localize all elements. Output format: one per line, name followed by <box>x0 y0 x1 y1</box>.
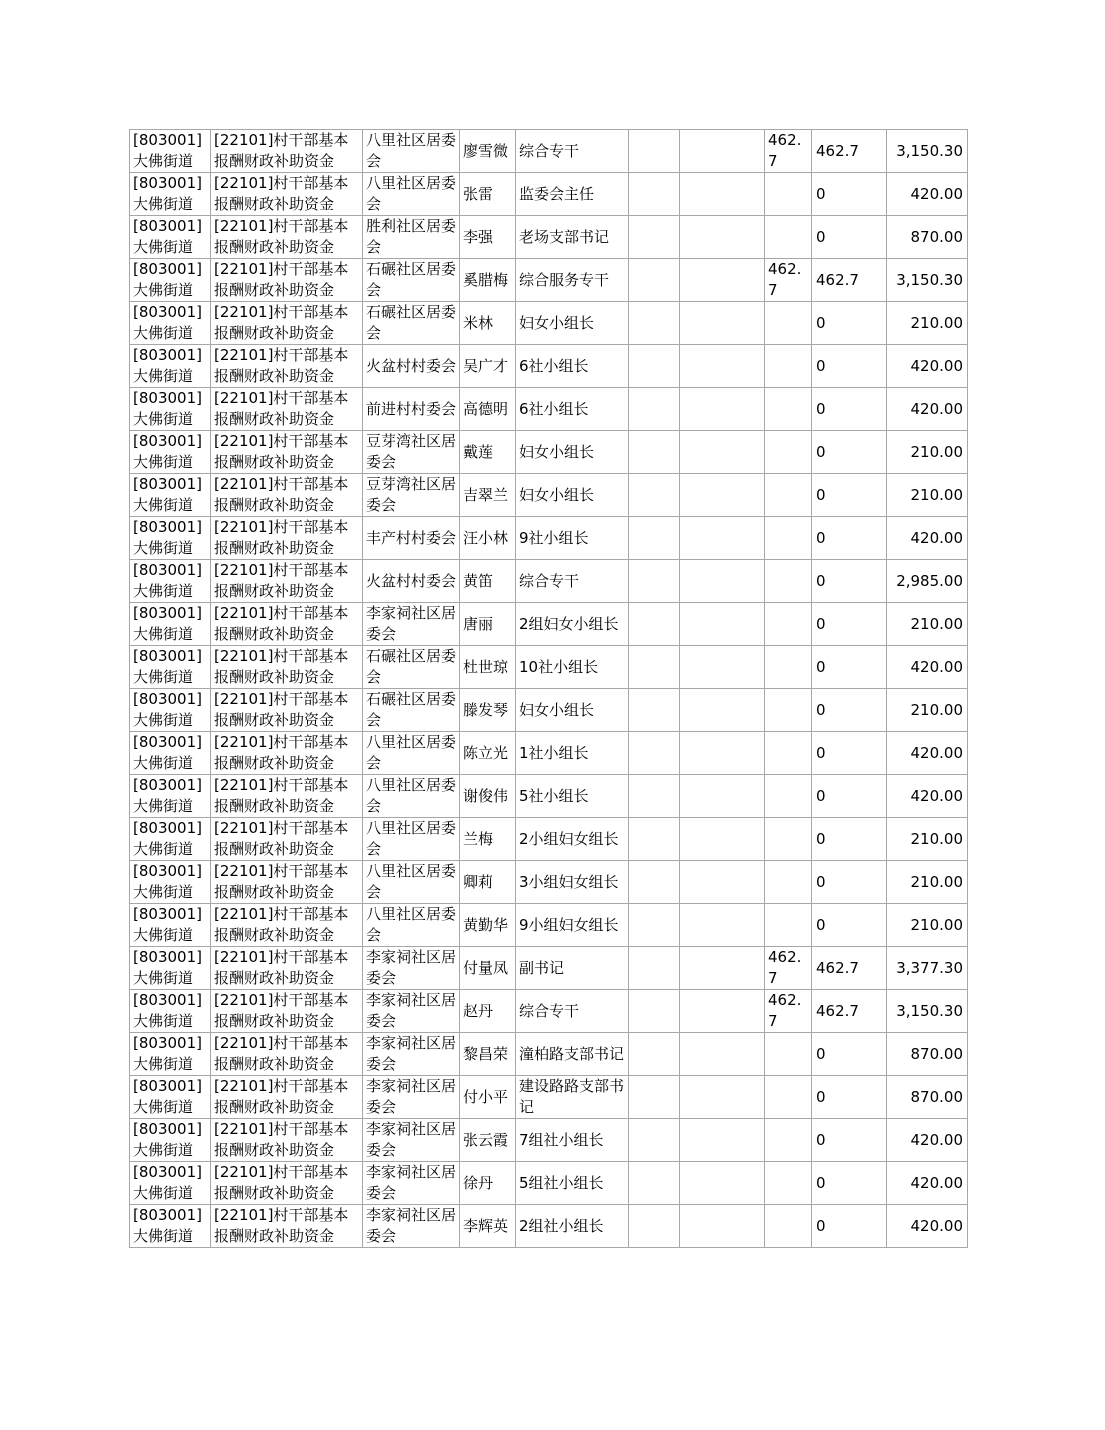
org-cell: 李家祠社区居委会 <box>363 603 460 646</box>
org-cell: 火盆村村委会 <box>363 345 460 388</box>
fund-cell: [22101]村干部基本报酬财政补助资金 <box>211 775 363 818</box>
total-amount-cell: 420.00 <box>887 388 968 431</box>
table-row <box>130 130 968 173</box>
total-amount-cell: 420.00 <box>887 173 968 216</box>
post-cell: 3小组妇女组长 <box>516 861 629 904</box>
table-row <box>130 603 968 646</box>
base-amount-cell: 462.7 <box>765 947 812 990</box>
name-cell: 吴广才 <box>460 345 516 388</box>
blank-cell <box>629 1205 680 1248</box>
total-amount-cell: 420.00 <box>887 775 968 818</box>
base-amount-cell <box>765 560 812 603</box>
unit-cell: [803001]大佛街道 <box>130 775 211 818</box>
post-cell: 副书记 <box>516 947 629 990</box>
post-cell: 2小组妇女组长 <box>516 818 629 861</box>
post-cell: 6社小组长 <box>516 388 629 431</box>
org-cell: 李家祠社区居委会 <box>363 990 460 1033</box>
blank-cell <box>680 947 765 990</box>
fund-cell: [22101]村干部基本报酬财政补助资金 <box>211 1205 363 1248</box>
unit-cell: [803001]大佛街道 <box>130 603 211 646</box>
post-cell: 妇女小组长 <box>516 474 629 517</box>
table-row <box>130 990 968 1033</box>
post-cell: 2组妇女小组长 <box>516 603 629 646</box>
unit-cell: [803001]大佛街道 <box>130 388 211 431</box>
name-cell: 唐丽 <box>460 603 516 646</box>
org-cell: 石碾社区居委会 <box>363 689 460 732</box>
actual-amount-cell: 0 <box>812 345 887 388</box>
base-amount-cell <box>765 1076 812 1119</box>
post-cell: 妇女小组长 <box>516 431 629 474</box>
actual-amount-cell: 0 <box>812 173 887 216</box>
fund-cell: [22101]村干部基本报酬财政补助资金 <box>211 431 363 474</box>
actual-amount-cell: 0 <box>812 904 887 947</box>
post-cell: 综合专干 <box>516 990 629 1033</box>
table-row <box>130 1162 968 1205</box>
post-cell: 综合专干 <box>516 560 629 603</box>
actual-amount-cell: 0 <box>812 1033 887 1076</box>
org-cell: 八里社区居委会 <box>363 173 460 216</box>
actual-amount-cell: 0 <box>812 646 887 689</box>
org-cell: 李家祠社区居委会 <box>363 1162 460 1205</box>
table-row <box>130 1119 968 1162</box>
unit-cell: [803001]大佛街道 <box>130 646 211 689</box>
blank-cell <box>680 1162 765 1205</box>
table-row <box>130 947 968 990</box>
table-row <box>130 904 968 947</box>
base-amount-cell <box>765 216 812 259</box>
blank-cell <box>629 1076 680 1119</box>
base-amount-cell <box>765 904 812 947</box>
fund-cell: [22101]村干部基本报酬财政补助资金 <box>211 388 363 431</box>
blank-cell <box>680 388 765 431</box>
table-row <box>130 560 968 603</box>
fund-cell: [22101]村干部基本报酬财政补助资金 <box>211 474 363 517</box>
org-cell: 八里社区居委会 <box>363 130 460 173</box>
blank-cell <box>629 474 680 517</box>
blank-cell <box>680 130 765 173</box>
blank-cell <box>680 560 765 603</box>
base-amount-cell <box>765 1205 812 1248</box>
base-amount-cell: 462.7 <box>765 990 812 1033</box>
post-cell: 综合专干 <box>516 130 629 173</box>
blank-cell <box>680 345 765 388</box>
unit-cell: [803001]大佛街道 <box>130 259 211 302</box>
fund-cell: [22101]村干部基本报酬财政补助资金 <box>211 646 363 689</box>
total-amount-cell: 3,377.30 <box>887 947 968 990</box>
fund-cell: [22101]村干部基本报酬财政补助资金 <box>211 1076 363 1119</box>
org-cell: 前进村村委会 <box>363 388 460 431</box>
unit-cell: [803001]大佛街道 <box>130 904 211 947</box>
post-cell: 潼柏路支部书记 <box>516 1033 629 1076</box>
base-amount-cell: 462.7 <box>765 130 812 173</box>
blank-cell <box>680 990 765 1033</box>
total-amount-cell: 870.00 <box>887 1033 968 1076</box>
blank-cell <box>629 947 680 990</box>
total-amount-cell: 3,150.30 <box>887 130 968 173</box>
post-cell: 妇女小组长 <box>516 302 629 345</box>
total-amount-cell: 870.00 <box>887 1076 968 1119</box>
total-amount-cell: 420.00 <box>887 1162 968 1205</box>
unit-cell: [803001]大佛街道 <box>130 689 211 732</box>
blank-cell <box>680 431 765 474</box>
actual-amount-cell: 0 <box>812 216 887 259</box>
name-cell: 杜世琼 <box>460 646 516 689</box>
base-amount-cell <box>765 1033 812 1076</box>
org-cell: 李家祠社区居委会 <box>363 1033 460 1076</box>
total-amount-cell: 2,985.00 <box>887 560 968 603</box>
blank-cell <box>629 732 680 775</box>
blank-cell <box>680 259 765 302</box>
blank-cell <box>629 990 680 1033</box>
blank-cell <box>629 904 680 947</box>
name-cell: 兰梅 <box>460 818 516 861</box>
total-amount-cell: 3,150.30 <box>887 259 968 302</box>
unit-cell: [803001]大佛街道 <box>130 517 211 560</box>
blank-cell <box>629 431 680 474</box>
org-cell: 李家祠社区居委会 <box>363 947 460 990</box>
blank-cell <box>680 474 765 517</box>
org-cell: 八里社区居委会 <box>363 732 460 775</box>
blank-cell <box>680 732 765 775</box>
name-cell: 滕发琴 <box>460 689 516 732</box>
post-cell: 建设路路支部书记 <box>516 1076 629 1119</box>
org-cell: 李家祠社区居委会 <box>363 1076 460 1119</box>
post-cell: 老场支部书记 <box>516 216 629 259</box>
table-row <box>130 345 968 388</box>
blank-cell <box>680 1205 765 1248</box>
name-cell: 李辉英 <box>460 1205 516 1248</box>
blank-cell <box>629 517 680 560</box>
fund-cell: [22101]村干部基本报酬财政补助资金 <box>211 689 363 732</box>
actual-amount-cell: 0 <box>812 818 887 861</box>
blank-cell <box>680 1119 765 1162</box>
unit-cell: [803001]大佛街道 <box>130 345 211 388</box>
base-amount-cell <box>765 517 812 560</box>
total-amount-cell: 210.00 <box>887 603 968 646</box>
blank-cell <box>680 861 765 904</box>
blank-cell <box>680 689 765 732</box>
total-amount-cell: 210.00 <box>887 904 968 947</box>
unit-cell: [803001]大佛街道 <box>130 1033 211 1076</box>
blank-cell <box>680 517 765 560</box>
total-amount-cell: 420.00 <box>887 1119 968 1162</box>
fund-cell: [22101]村干部基本报酬财政补助资金 <box>211 259 363 302</box>
table-row <box>130 1076 968 1119</box>
blank-cell <box>629 345 680 388</box>
org-cell: 李家祠社区居委会 <box>363 1205 460 1248</box>
post-cell: 5社小组长 <box>516 775 629 818</box>
post-cell: 1社小组长 <box>516 732 629 775</box>
total-amount-cell: 210.00 <box>887 302 968 345</box>
fund-cell: [22101]村干部基本报酬财政补助资金 <box>211 990 363 1033</box>
total-amount-cell: 420.00 <box>887 1205 968 1248</box>
unit-cell: [803001]大佛街道 <box>130 1076 211 1119</box>
actual-amount-cell: 0 <box>812 474 887 517</box>
table-row <box>130 216 968 259</box>
actual-amount-cell: 0 <box>812 1205 887 1248</box>
actual-amount-cell: 0 <box>812 517 887 560</box>
blank-cell <box>629 818 680 861</box>
actual-amount-cell: 0 <box>812 689 887 732</box>
base-amount-cell <box>765 1119 812 1162</box>
blank-cell <box>629 560 680 603</box>
fund-cell: [22101]村干部基本报酬财政补助资金 <box>211 173 363 216</box>
blank-cell <box>629 216 680 259</box>
base-amount-cell <box>765 388 812 431</box>
post-cell: 2组社小组长 <box>516 1205 629 1248</box>
table-row <box>130 818 968 861</box>
unit-cell: [803001]大佛街道 <box>130 173 211 216</box>
base-amount-cell <box>765 689 812 732</box>
name-cell: 高德明 <box>460 388 516 431</box>
blank-cell <box>680 775 765 818</box>
blank-cell <box>629 603 680 646</box>
blank-cell <box>629 646 680 689</box>
fund-cell: [22101]村干部基本报酬财政补助资金 <box>211 1033 363 1076</box>
total-amount-cell: 870.00 <box>887 216 968 259</box>
blank-cell <box>680 904 765 947</box>
blank-cell <box>629 1162 680 1205</box>
post-cell: 妇女小组长 <box>516 689 629 732</box>
name-cell: 张雷 <box>460 173 516 216</box>
table-row <box>130 1033 968 1076</box>
table-row <box>130 689 968 732</box>
unit-cell: [803001]大佛街道 <box>130 560 211 603</box>
name-cell: 戴莲 <box>460 431 516 474</box>
total-amount-cell: 420.00 <box>887 345 968 388</box>
unit-cell: [803001]大佛街道 <box>130 732 211 775</box>
name-cell: 黄勤华 <box>460 904 516 947</box>
blank-cell <box>680 216 765 259</box>
table-row <box>130 1205 968 1248</box>
table-row <box>130 173 968 216</box>
blank-cell <box>680 1033 765 1076</box>
fund-cell: [22101]村干部基本报酬财政补助资金 <box>211 560 363 603</box>
actual-amount-cell: 0 <box>812 1119 887 1162</box>
base-amount-cell <box>765 1162 812 1205</box>
base-amount-cell <box>765 474 812 517</box>
name-cell: 廖雪微 <box>460 130 516 173</box>
total-amount-cell: 210.00 <box>887 861 968 904</box>
actual-amount-cell: 0 <box>812 431 887 474</box>
base-amount-cell <box>765 818 812 861</box>
blank-cell <box>629 388 680 431</box>
total-amount-cell: 210.00 <box>887 689 968 732</box>
name-cell: 付小平 <box>460 1076 516 1119</box>
org-cell: 八里社区居委会 <box>363 775 460 818</box>
fund-cell: [22101]村干部基本报酬财政补助资金 <box>211 732 363 775</box>
fund-cell: [22101]村干部基本报酬财政补助资金 <box>211 345 363 388</box>
blank-cell <box>629 1033 680 1076</box>
fund-cell: [22101]村干部基本报酬财政补助资金 <box>211 861 363 904</box>
base-amount-cell: 462.7 <box>765 259 812 302</box>
org-cell: 石碾社区居委会 <box>363 646 460 689</box>
fund-cell: [22101]村干部基本报酬财政补助资金 <box>211 517 363 560</box>
actual-amount-cell: 0 <box>812 1162 887 1205</box>
base-amount-cell <box>765 302 812 345</box>
table-row <box>130 517 968 560</box>
blank-cell <box>680 818 765 861</box>
unit-cell: [803001]大佛街道 <box>130 431 211 474</box>
base-amount-cell <box>765 861 812 904</box>
name-cell: 徐丹 <box>460 1162 516 1205</box>
unit-cell: [803001]大佛街道 <box>130 474 211 517</box>
post-cell: 10社小组长 <box>516 646 629 689</box>
total-amount-cell: 3,150.30 <box>887 990 968 1033</box>
blank-cell <box>629 689 680 732</box>
post-cell: 9社小组长 <box>516 517 629 560</box>
blank-cell <box>629 775 680 818</box>
actual-amount-cell: 0 <box>812 302 887 345</box>
unit-cell: [803001]大佛街道 <box>130 1162 211 1205</box>
actual-amount-cell: 462.7 <box>812 130 887 173</box>
total-amount-cell: 420.00 <box>887 732 968 775</box>
name-cell: 汪小林 <box>460 517 516 560</box>
base-amount-cell <box>765 775 812 818</box>
unit-cell: [803001]大佛街道 <box>130 1205 211 1248</box>
unit-cell: [803001]大佛街道 <box>130 861 211 904</box>
org-cell: 胜利社区居委会 <box>363 216 460 259</box>
table-row <box>130 302 968 345</box>
name-cell: 赵丹 <box>460 990 516 1033</box>
base-amount-cell <box>765 732 812 775</box>
blank-cell <box>629 1119 680 1162</box>
base-amount-cell <box>765 431 812 474</box>
table-row <box>130 474 968 517</box>
org-cell: 火盆村村委会 <box>363 560 460 603</box>
actual-amount-cell: 462.7 <box>812 947 887 990</box>
fund-cell: [22101]村干部基本报酬财政补助资金 <box>211 904 363 947</box>
blank-cell <box>629 302 680 345</box>
fund-cell: [22101]村干部基本报酬财政补助资金 <box>211 818 363 861</box>
actual-amount-cell: 0 <box>812 775 887 818</box>
name-cell: 李强 <box>460 216 516 259</box>
post-cell: 5组社小组长 <box>516 1162 629 1205</box>
table-row <box>130 431 968 474</box>
unit-cell: [803001]大佛街道 <box>130 302 211 345</box>
total-amount-cell: 420.00 <box>887 517 968 560</box>
post-cell: 监委会主任 <box>516 173 629 216</box>
org-cell: 八里社区居委会 <box>363 861 460 904</box>
blank-cell <box>680 1076 765 1119</box>
fund-cell: [22101]村干部基本报酬财政补助资金 <box>211 1119 363 1162</box>
table-row <box>130 732 968 775</box>
name-cell: 谢俊伟 <box>460 775 516 818</box>
unit-cell: [803001]大佛街道 <box>130 818 211 861</box>
blank-cell <box>629 861 680 904</box>
actual-amount-cell: 0 <box>812 861 887 904</box>
table-row <box>130 861 968 904</box>
blank-cell <box>680 173 765 216</box>
name-cell: 卿莉 <box>460 861 516 904</box>
name-cell: 付量凤 <box>460 947 516 990</box>
subsidy-table <box>129 129 968 1248</box>
name-cell: 奚腊梅 <box>460 259 516 302</box>
unit-cell: [803001]大佛街道 <box>130 990 211 1033</box>
fund-cell: [22101]村干部基本报酬财政补助资金 <box>211 130 363 173</box>
blank-cell <box>629 130 680 173</box>
org-cell: 石碾社区居委会 <box>363 302 460 345</box>
name-cell: 张云霞 <box>460 1119 516 1162</box>
post-cell: 7组社小组长 <box>516 1119 629 1162</box>
fund-cell: [22101]村干部基本报酬财政补助资金 <box>211 603 363 646</box>
blank-cell <box>680 646 765 689</box>
post-cell: 9小组妇女组长 <box>516 904 629 947</box>
table-row <box>130 646 968 689</box>
actual-amount-cell: 0 <box>812 603 887 646</box>
org-cell: 豆芽湾社区居委会 <box>363 431 460 474</box>
blank-cell <box>680 302 765 345</box>
unit-cell: [803001]大佛街道 <box>130 216 211 259</box>
actual-amount-cell: 462.7 <box>812 990 887 1033</box>
base-amount-cell <box>765 345 812 388</box>
base-amount-cell <box>765 603 812 646</box>
name-cell: 黄笛 <box>460 560 516 603</box>
name-cell: 黎昌荣 <box>460 1033 516 1076</box>
name-cell: 吉翠兰 <box>460 474 516 517</box>
table-row <box>130 388 968 431</box>
post-cell: 6社小组长 <box>516 345 629 388</box>
unit-cell: [803001]大佛街道 <box>130 130 211 173</box>
org-cell: 李家祠社区居委会 <box>363 1119 460 1162</box>
actual-amount-cell: 462.7 <box>812 259 887 302</box>
fund-cell: [22101]村干部基本报酬财政补助资金 <box>211 1162 363 1205</box>
table-body <box>130 130 968 1248</box>
actual-amount-cell: 0 <box>812 1076 887 1119</box>
unit-cell: [803001]大佛街道 <box>130 1119 211 1162</box>
name-cell: 米林 <box>460 302 516 345</box>
blank-cell <box>629 173 680 216</box>
fund-cell: [22101]村干部基本报酬财政补助资金 <box>211 216 363 259</box>
org-cell: 石碾社区居委会 <box>363 259 460 302</box>
fund-cell: [22101]村干部基本报酬财政补助资金 <box>211 947 363 990</box>
unit-cell: [803001]大佛街道 <box>130 947 211 990</box>
total-amount-cell: 210.00 <box>887 474 968 517</box>
blank-cell <box>680 603 765 646</box>
org-cell: 豆芽湾社区居委会 <box>363 474 460 517</box>
total-amount-cell: 210.00 <box>887 431 968 474</box>
actual-amount-cell: 0 <box>812 388 887 431</box>
org-cell: 八里社区居委会 <box>363 818 460 861</box>
fund-cell: [22101]村干部基本报酬财政补助资金 <box>211 302 363 345</box>
table-row <box>130 259 968 302</box>
total-amount-cell: 210.00 <box>887 818 968 861</box>
post-cell: 综合服务专干 <box>516 259 629 302</box>
actual-amount-cell: 0 <box>812 732 887 775</box>
table-row <box>130 775 968 818</box>
total-amount-cell: 420.00 <box>887 646 968 689</box>
actual-amount-cell: 0 <box>812 560 887 603</box>
blank-cell <box>629 259 680 302</box>
org-cell: 八里社区居委会 <box>363 904 460 947</box>
org-cell: 丰产村村委会 <box>363 517 460 560</box>
base-amount-cell <box>765 173 812 216</box>
base-amount-cell <box>765 646 812 689</box>
name-cell: 陈立光 <box>460 732 516 775</box>
